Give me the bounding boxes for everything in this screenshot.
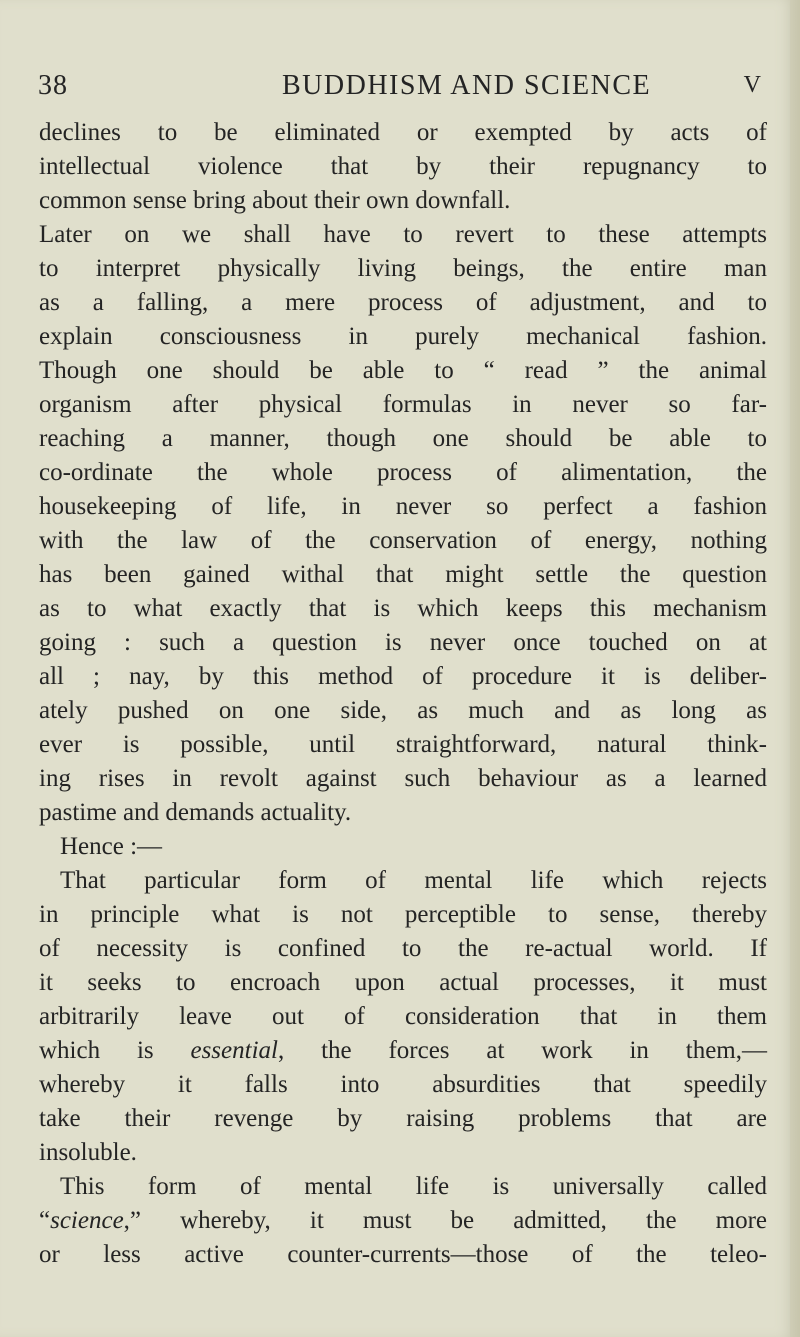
text-line: That particular form of mental life which rejects [60,867,767,894]
body-text [39,116,767,1272]
page-header [38,70,768,114]
text-line: intellectual violence that by their repugnancy to [39,153,767,180]
text-line: ing rises in revolt against such behaviour as a learned [39,765,767,792]
text-line: Later on we shall have to revert to these attempts [39,221,767,248]
text-line: reaching a manner, though one should be able to [39,425,767,452]
running-title: BUDDHISM AND SCIENCE [282,70,652,101]
text-line [39,1034,767,1068]
chapter-number: V [743,72,762,98]
text-line: arbitrarily leave out of consideration that in them [39,1003,767,1030]
text-line: whereby it falls into absurdities that speedily [39,1071,767,1098]
text-line: housekeeping of life, in never so perfect a fashion [39,493,767,520]
text-line: co-ordinate the whole process of alimentation, the [39,459,767,486]
page-number: 38 [38,70,68,101]
text-line: This form of mental life is universally called [60,1173,767,1200]
text-line: with the law of the conservation of energy, nothing [39,527,767,554]
text-line: Hence :— [60,833,163,860]
text-line: ever is possible, until straightforward, natural think- [39,731,767,758]
text-line: it seeks to encroach upon actual processes, it must [39,969,767,996]
text-run: which is [39,1037,191,1064]
italic-term: science [50,1207,124,1234]
page-edge [790,0,800,1337]
text-line: or less active counter-currents—those of the teleo- [39,1241,767,1268]
text-line: as to what exactly that is which keeps this mechanism [39,595,767,622]
text-run: ,” whereby, it must be admitted, the more [123,1207,767,1234]
text-line: common sense bring about their own downfall. [39,187,511,214]
italic-term: essential [190,1037,278,1064]
text-line: of necessity is confined to the re-actual world. If [39,935,767,962]
text-line: in principle what is not perceptible to sense, thereby [39,901,767,928]
text-run: “ [39,1207,51,1234]
text-line: explain consciousness in purely mechanical fashion. [39,323,767,350]
text-line: has been gained withal that might settle the question [39,561,767,588]
text-line: to interpret physically living beings, the entire man [39,255,767,282]
text-line: pastime and demands actuality. [39,799,352,826]
text-line: as a falling, a mere process of adjustment, and to [39,289,767,316]
text-line: organism after physical formulas in never so far- [39,391,767,418]
text-line: insoluble. [39,1139,137,1166]
text-line: going : such a question is never once touched on at [39,629,767,656]
text-run: , the forces at work in them,— [277,1037,767,1064]
text-line: all ; nay, by this method of procedure it is deliber- [39,663,767,690]
text-line: ately pushed on one side, as much and as long as [39,697,767,724]
text-line: declines to be eliminated or exempted by acts of [39,119,767,146]
text-line: take their revenge by raising problems that are [39,1105,767,1132]
text-line [39,1204,767,1238]
text-line: Though one should be able to “ read ” the animal [39,357,767,384]
